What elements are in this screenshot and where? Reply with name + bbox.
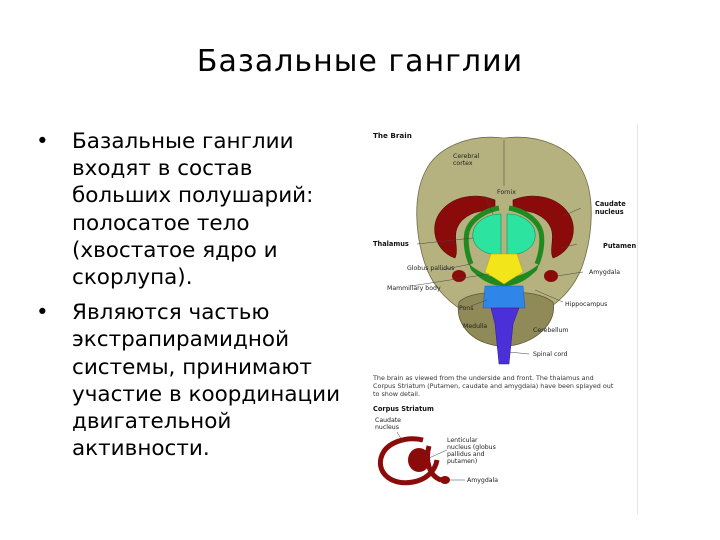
sub-label-amygdala: Amygdala	[467, 477, 499, 484]
label-cerebral-cortex-2: cortex	[453, 160, 473, 167]
bullet-item	[36, 128, 356, 291]
bullet-dot-icon: •	[36, 300, 49, 326]
caption-line-1: The brain as viewed from the underside and front. The thalamus and	[373, 374, 594, 382]
sub-label-lenticular-4: putamen)	[447, 458, 478, 465]
brain-diagram-figure	[367, 124, 638, 514]
label-putamen: Putamen	[603, 242, 637, 250]
label-medulla: Medulla	[463, 323, 488, 330]
sub-label-lenticular-1: Lenticular	[447, 437, 478, 444]
label-spinal-cord: Spinal cord	[533, 351, 568, 358]
pons-shape	[483, 286, 525, 308]
caption-line-2: Corpus Striatum (Putamen, caudate and amygdala) have been splayed out	[373, 382, 614, 390]
bullet-text: Являются частью экстрапирамидной системы, принимают участие в координации двигательной активности.	[72, 300, 341, 462]
label-fornix: Fornix	[497, 189, 516, 196]
label-cerebral-cortex-1: Cerebral	[453, 153, 480, 160]
label-pons: Pons	[459, 305, 474, 312]
label-thalamus: Thalamus	[373, 240, 409, 248]
sub-label-caudate-1: Caudate	[375, 417, 401, 424]
lenticular-nucleus-shape	[408, 448, 430, 472]
caption-line-3: to show detail.	[373, 390, 420, 398]
figure-heading: The Brain	[373, 131, 412, 140]
amygdala-right-shape	[544, 270, 558, 282]
slide-title: Базальные ганглии	[196, 44, 524, 79]
bullet-dot-icon: •	[36, 129, 49, 154]
bullet-text: Базальные ганглии входят в состав больших полушарий: полосатое тело (хвостатое ядро и скорлупа).	[72, 129, 314, 291]
bullet-item	[36, 299, 356, 462]
brain-diagram	[367, 124, 637, 514]
label-caudate-nucleus-1: Caudate	[595, 200, 626, 208]
label-caudate-nucleus-2: nucleus	[595, 208, 624, 216]
sub-label-lenticular-2: nucleus (globus	[447, 444, 496, 451]
sub-label-lenticular-3: pallidus and	[447, 451, 485, 458]
label-cerebellum: Cerebellum	[533, 327, 569, 334]
sub-figure-heading: Corpus Striatum	[373, 405, 434, 413]
bullet-list	[36, 128, 356, 470]
sub-label-caudate-2: nucleus	[375, 424, 399, 431]
label-hippocampus: Hippocampus	[565, 301, 608, 308]
label-globus-pallidus: Globus pallidus	[407, 265, 455, 272]
label-mammillary-body: Mammillary body	[387, 285, 441, 292]
sub-amygdala-shape	[440, 476, 450, 484]
label-amygdala: Amygdala	[589, 269, 621, 276]
